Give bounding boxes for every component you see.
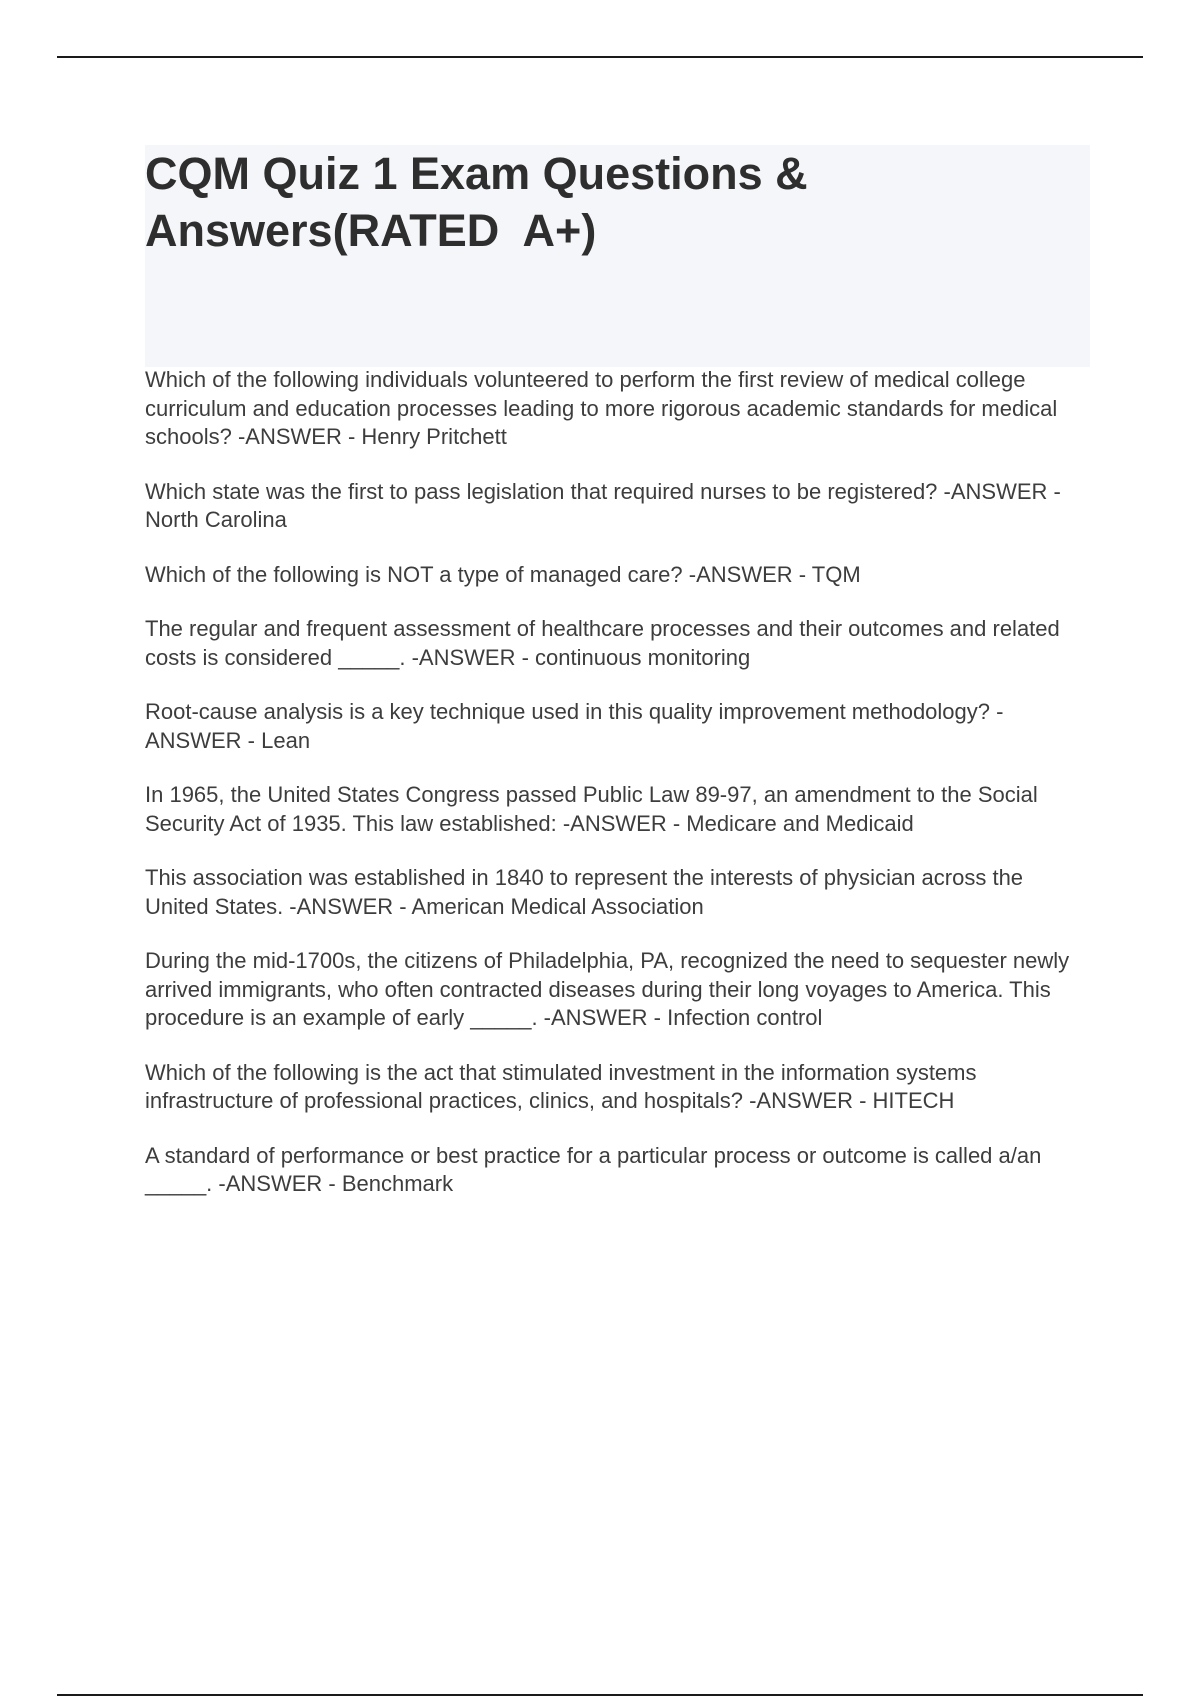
qa-item-2: Which state was the first to pass legislation that required nurses to be registered? -ANSWER - North Carolina <box>145 478 1061 532</box>
qa-item-3: Which of the following is NOT a type of managed care? -ANSWER - TQM <box>145 561 861 587</box>
bottom-divider <box>57 1694 1143 1696</box>
qa-item-4: The regular and frequent assessment of healthcare processes and their outcomes and related costs is considered _____. -ANSWER - continuous monitoring <box>145 616 1060 670</box>
qa-item-5: Root-cause analysis is a key technique used in this quality improvement methodology? -ANSWER - Lean <box>145 699 1004 753</box>
qa-item-9: Which of the following is the act that stimulated investment in the information systems infrastructure of professional practices, clinics, and hospitals? -ANSWER - HITECH <box>145 1059 977 1113</box>
qa-list <box>145 366 1090 1225</box>
page-title: CQM Quiz 1 Exam Questions & Answers(RATED A+) <box>145 148 819 256</box>
qa-item-6: In 1965, the United States Congress passed Public Law 89-97, an amendment to the Social Security Act of 1935. This law established: -ANSWER - Medicare and Medicaid <box>145 782 1038 836</box>
top-divider <box>57 56 1143 58</box>
title-block <box>145 145 1090 367</box>
qa-item-10: A standard of performance or best practice for a particular process or outcome is called a/an _____. -ANSWER - Benchmark <box>145 1142 1042 1196</box>
qa-item-8: During the mid-1700s, the citizens of Philadelphia, PA, recognized the need to sequester newly arrived immigrants, who often contracted diseases during their long voyages to America. This procedure is an example of early _____. -ANSWER - Infection control <box>145 948 1070 1030</box>
qa-item-7: This association was established in 1840 to represent the interests of physician across the United States. -ANSWER - American Medical Association <box>145 865 1024 919</box>
qa-item-1: Which of the following individuals volunteered to perform the first review of medical college curriculum and education processes leading to more rigorous academic standards for medical schools? -ANSWER - Henry Pritchett <box>145 367 1058 449</box>
